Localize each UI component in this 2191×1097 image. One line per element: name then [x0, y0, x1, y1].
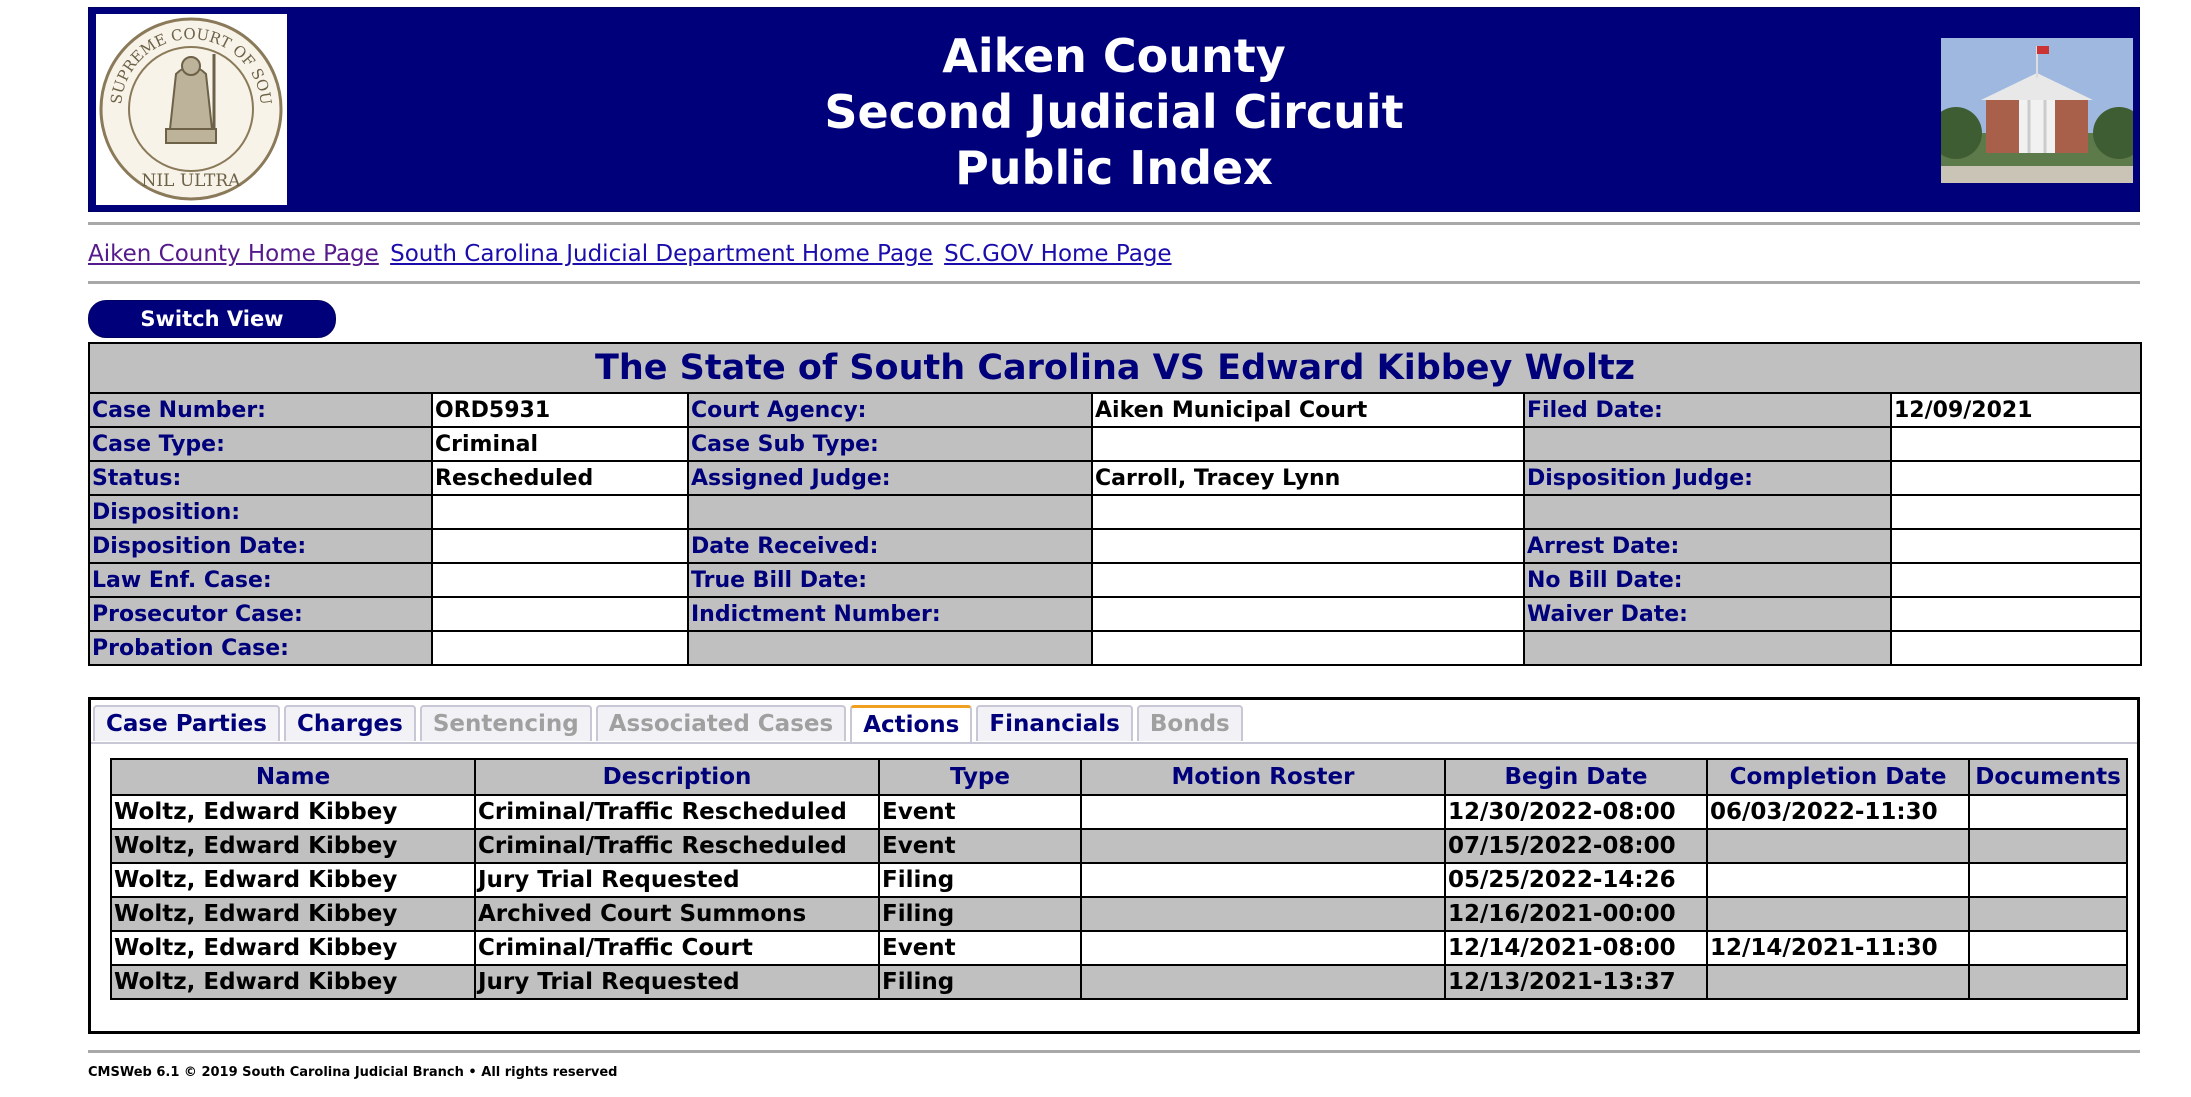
indictment-number-label: Indictment Number: [688, 597, 1092, 631]
empty-cell [1891, 631, 2141, 665]
cell-completion-date [1707, 965, 1969, 999]
column-header-motion-roster[interactable]: Motion Roster [1081, 759, 1445, 795]
footer-copyright: CMSWeb 6.1 © 2019 South Carolina Judicial Branch • All rights reserved [88, 1065, 618, 1080]
cell-completion-date [1707, 863, 1969, 897]
waiver-date-value [1891, 597, 2141, 631]
cell-description: Jury Trial Requested [475, 863, 879, 897]
disposition-date-value [432, 529, 688, 563]
disposition-date-label: Disposition Date: [89, 529, 432, 563]
case-title: The State of South Carolina VS Edward Kibbey Woltz [89, 343, 2141, 393]
case-number-value: ORD5931 [432, 393, 688, 427]
tab-actions[interactable]: Actions [850, 705, 972, 743]
cell-begin-date: 12/13/2021-13:37 [1445, 965, 1707, 999]
column-header-type[interactable]: Type [879, 759, 1081, 795]
empty-cell [688, 495, 1092, 529]
cell-begin-date: 12/30/2022-08:00 [1445, 795, 1707, 829]
cell-begin-date: 05/25/2022-14:26 [1445, 863, 1707, 897]
cell-name: Woltz, Edward Kibbey [111, 829, 475, 863]
cell-motion-roster [1081, 897, 1445, 931]
cell-type: Event [879, 931, 1081, 965]
tab-financials[interactable]: Financials [976, 705, 1132, 741]
header-line-county: Aiken County [942, 29, 1286, 83]
actions-table [110, 758, 2128, 1000]
cell-begin-date: 07/15/2022-08:00 [1445, 829, 1707, 863]
disposition-value [432, 495, 688, 529]
waiver-date-label: Waiver Date: [1524, 597, 1891, 631]
column-header-begin-date[interactable]: Begin Date [1445, 759, 1707, 795]
tab-underline [91, 742, 2137, 744]
status-label: Status: [89, 461, 432, 495]
filed-date-label: Filed Date: [1524, 393, 1891, 427]
sc-judicial-home-link[interactable]: South Carolina Judicial Department Home Page [390, 241, 933, 267]
tab-associated-cases: Associated Cases [596, 705, 846, 741]
true-bill-date-value [1092, 563, 1524, 597]
law-enf-case-value [432, 563, 688, 597]
cell-documents [1969, 897, 2127, 931]
tab-charges[interactable]: Charges [284, 705, 416, 741]
table-header-row [111, 759, 2127, 795]
cell-type: Filing [879, 863, 1081, 897]
column-header-description[interactable]: Description [475, 759, 879, 795]
footer-divider [88, 1050, 2140, 1053]
empty-cell [688, 631, 1092, 665]
tab-bar [93, 705, 1247, 742]
header-line-circuit: Second Judicial Circuit [824, 85, 1404, 139]
tab-case-parties[interactable]: Case Parties [93, 705, 280, 741]
empty-cell [1891, 495, 2141, 529]
empty-cell [1891, 427, 2141, 461]
cell-description: Criminal/Traffic Rescheduled [475, 829, 879, 863]
column-header-completion-date[interactable]: Completion Date [1707, 759, 1969, 795]
case-details-tab-panel [88, 697, 2140, 1034]
disposition-judge-label: Disposition Judge: [1524, 461, 1891, 495]
cell-documents [1969, 829, 2127, 863]
cell-documents [1969, 795, 2127, 829]
cell-completion-date [1707, 829, 1969, 863]
case-number-label: Case Number: [89, 393, 432, 427]
cell-motion-roster [1081, 829, 1445, 863]
switch-view-button[interactable]: Switch View [88, 300, 336, 338]
table-row [111, 863, 2127, 897]
assigned-judge-value: Carroll, Tracey Lynn [1092, 461, 1524, 495]
cell-name: Woltz, Edward Kibbey [111, 863, 475, 897]
case-info-table [88, 342, 2142, 666]
cell-motion-roster [1081, 795, 1445, 829]
cell-documents [1969, 931, 2127, 965]
disposition-label: Disposition: [89, 495, 432, 529]
cell-documents [1969, 863, 2127, 897]
empty-cell [1092, 631, 1524, 665]
cell-name: Woltz, Edward Kibbey [111, 897, 475, 931]
cell-description: Criminal/Traffic Rescheduled [475, 795, 879, 829]
nav-links [88, 239, 2140, 269]
date-received-value [1092, 529, 1524, 563]
empty-cell [1524, 495, 1891, 529]
header-title [89, 28, 2139, 196]
cell-motion-roster [1081, 931, 1445, 965]
cell-type: Filing [879, 965, 1081, 999]
empty-cell [1092, 495, 1524, 529]
cell-begin-date: 12/14/2021-08:00 [1445, 931, 1707, 965]
indictment-number-value [1092, 597, 1524, 631]
arrest-date-value [1891, 529, 2141, 563]
probation-case-value [432, 631, 688, 665]
tab-sentencing: Sentencing [420, 705, 592, 741]
cell-name: Woltz, Edward Kibbey [111, 965, 475, 999]
cell-type: Filing [879, 897, 1081, 931]
column-header-documents[interactable]: Documents [1969, 759, 2127, 795]
status-value: Rescheduled [432, 461, 688, 495]
cell-description: Criminal/Traffic Court [475, 931, 879, 965]
case-type-value: Criminal [432, 427, 688, 461]
scgov-home-link[interactable]: SC.GOV Home Page [944, 241, 1172, 267]
law-enf-case-label: Law Enf. Case: [89, 563, 432, 597]
svg-text:NIL ULTRA: NIL ULTRA [141, 171, 241, 191]
court-agency-label: Court Agency: [688, 393, 1092, 427]
cell-description: Jury Trial Requested [475, 965, 879, 999]
aiken-county-home-link[interactable]: Aiken County Home Page [88, 241, 379, 267]
tab-bonds: Bonds [1137, 705, 1243, 741]
case-type-label: Case Type: [89, 427, 432, 461]
header-line-index: Public Index [955, 141, 1273, 195]
cell-motion-roster [1081, 965, 1445, 999]
cell-completion-date [1707, 897, 1969, 931]
no-bill-date-value [1891, 563, 2141, 597]
no-bill-date-label: No Bill Date: [1524, 563, 1891, 597]
cell-documents [1969, 965, 2127, 999]
prosecutor-case-value [432, 597, 688, 631]
court-agency-value: Aiken Municipal Court [1092, 393, 1524, 427]
case-sub-type-value [1092, 427, 1524, 461]
table-row [111, 897, 2127, 931]
assigned-judge-label: Assigned Judge: [688, 461, 1092, 495]
probation-case-label: Probation Case: [89, 631, 432, 665]
date-received-label: Date Received: [688, 529, 1092, 563]
table-row [111, 829, 2127, 863]
cell-completion-date: 06/03/2022-11:30 [1707, 795, 1969, 829]
cell-completion-date: 12/14/2021-11:30 [1707, 931, 1969, 965]
svg-text:SUPREME COURT OF SOUTH CAROLIN: SUPREME COURT OF SOU [107, 24, 276, 106]
cell-begin-date: 12/16/2021-00:00 [1445, 897, 1707, 931]
table-row [111, 931, 2127, 965]
header-divider [88, 222, 2140, 225]
table-row [111, 795, 2127, 829]
prosecutor-case-label: Prosecutor Case: [89, 597, 432, 631]
case-sub-type-label: Case Sub Type: [688, 427, 1092, 461]
nav-divider [88, 281, 2140, 284]
cell-motion-roster [1081, 863, 1445, 897]
site-header [88, 7, 2140, 212]
arrest-date-label: Arrest Date: [1524, 529, 1891, 563]
disposition-judge-value [1891, 461, 2141, 495]
cell-name: Woltz, Edward Kibbey [111, 795, 475, 829]
empty-cell [1524, 631, 1891, 665]
empty-cell [1524, 427, 1891, 461]
column-header-name[interactable]: Name [111, 759, 475, 795]
cell-type: Event [879, 795, 1081, 829]
cell-name: Woltz, Edward Kibbey [111, 931, 475, 965]
cell-type: Event [879, 829, 1081, 863]
cell-description: Archived Court Summons [475, 897, 879, 931]
table-row [111, 965, 2127, 999]
courthouse-photo [1941, 38, 2133, 183]
filed-date-value: 12/09/2021 [1891, 393, 2141, 427]
true-bill-date-label: True Bill Date: [688, 563, 1092, 597]
